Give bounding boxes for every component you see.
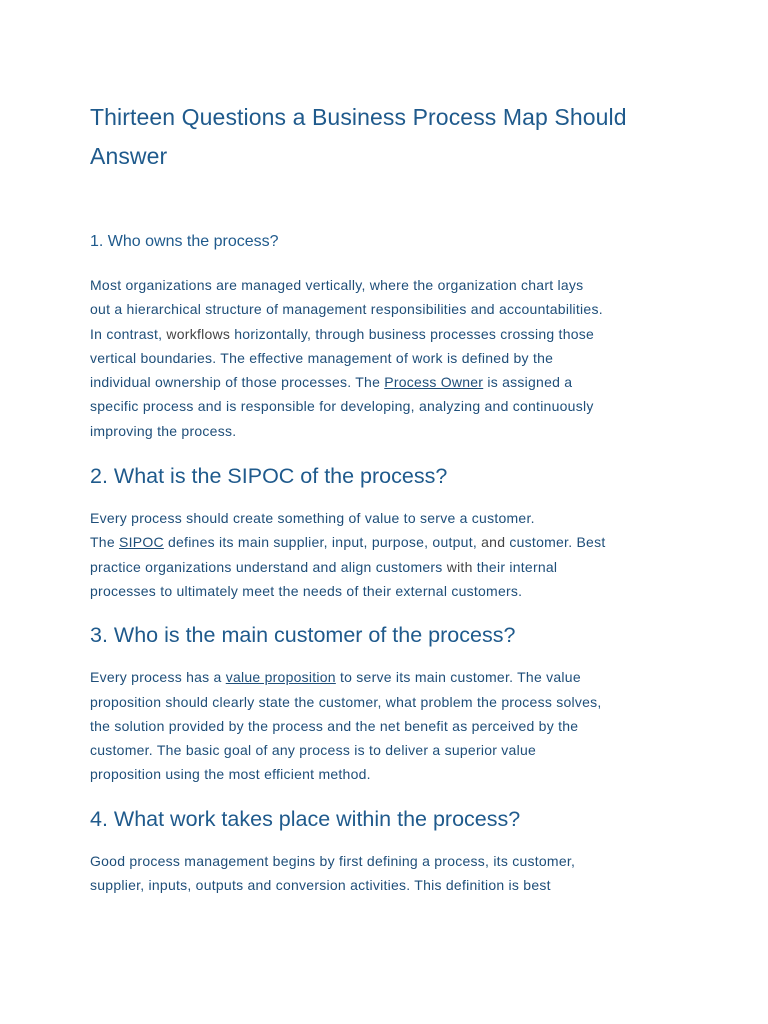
section-paragraph-3 — [90, 665, 690, 786]
text-run-gray: workflows — [166, 325, 231, 342]
paragraph-line: vertical boundaries. The effective management of work is defined by the — [90, 349, 554, 366]
paragraph-line — [90, 370, 690, 394]
title-line: Answer — [90, 143, 168, 169]
paragraph-line — [90, 555, 690, 579]
section-heading-2: 2. What is the SIPOC of the process? — [90, 464, 448, 489]
paragraph-line: proposition should clearly state the customer, what problem the process solves, — [90, 693, 602, 710]
text-run: customer. Best — [505, 534, 606, 551]
text-run: The — [90, 534, 120, 551]
section-paragraph-2 — [90, 506, 690, 603]
paragraph-line: specific process and is responsible for developing, analyzing and continuously — [90, 398, 594, 415]
paragraph-line: supplier, inputs, outputs and conversion activities. This definition is best — [90, 877, 551, 894]
paragraph-line — [90, 530, 690, 554]
paragraph-line: improving the process. — [90, 422, 237, 439]
text-run-gray: and — [481, 534, 506, 551]
text-run: defines its main supplier, input, purpose, output, — [163, 534, 482, 551]
process-owner-link[interactable]: Process Owner — [384, 374, 484, 391]
text-run: In contrast, — [90, 325, 167, 342]
text-run-gray: with — [446, 558, 473, 575]
paragraph-line: Every process should create something of value to serve a customer. — [90, 510, 535, 527]
page-title — [90, 98, 690, 176]
paragraph-line: out a hierarchical structure of management responsibilities and accountabilities. — [90, 301, 603, 318]
paragraph-line: Most organizations are managed vertically, where the organization chart lays — [90, 277, 584, 293]
paragraph-line: the solution provided by the process and the net benefit as perceived by the — [90, 717, 579, 734]
paragraph-line: Good process management begins by first defining a process, its customer, — [90, 852, 576, 869]
section-paragraph-1 — [90, 273, 690, 443]
text-run: individual ownership of those processes. The — [90, 374, 385, 391]
paragraph-line: customer. The basic goal of any process is to deliver a superior value — [90, 742, 537, 759]
sipoc-link[interactable]: SIPOC — [119, 534, 164, 551]
paragraph-line — [90, 665, 690, 689]
text-run: horizontally, through business processes crossing those — [230, 325, 595, 342]
section-paragraph-4 — [90, 849, 690, 898]
section-heading-3: 3. Who is the main customer of the process? — [90, 623, 516, 648]
paragraph-line — [90, 322, 690, 346]
text-run: is assigned a — [483, 374, 573, 391]
paragraph-line: proposition using the most efficient method. — [90, 766, 371, 783]
section-heading-4: 4. What work takes place within the process? — [90, 806, 521, 831]
text-run: practice organizations understand and align customers — [90, 558, 447, 575]
text-run: to serve its main customer. The value — [335, 669, 581, 686]
title-line: Thirteen Questions a Business Process Map Should — [90, 104, 627, 130]
document-content — [90, 98, 690, 897]
paragraph-line: processes to ultimately meet the needs of their external customers. — [90, 582, 523, 599]
text-run: Every process has a — [90, 669, 226, 686]
value-proposition-link[interactable]: value proposition — [225, 669, 336, 686]
text-run: their internal — [472, 558, 558, 575]
section-heading-1: 1. Who owns the process? — [90, 233, 279, 250]
